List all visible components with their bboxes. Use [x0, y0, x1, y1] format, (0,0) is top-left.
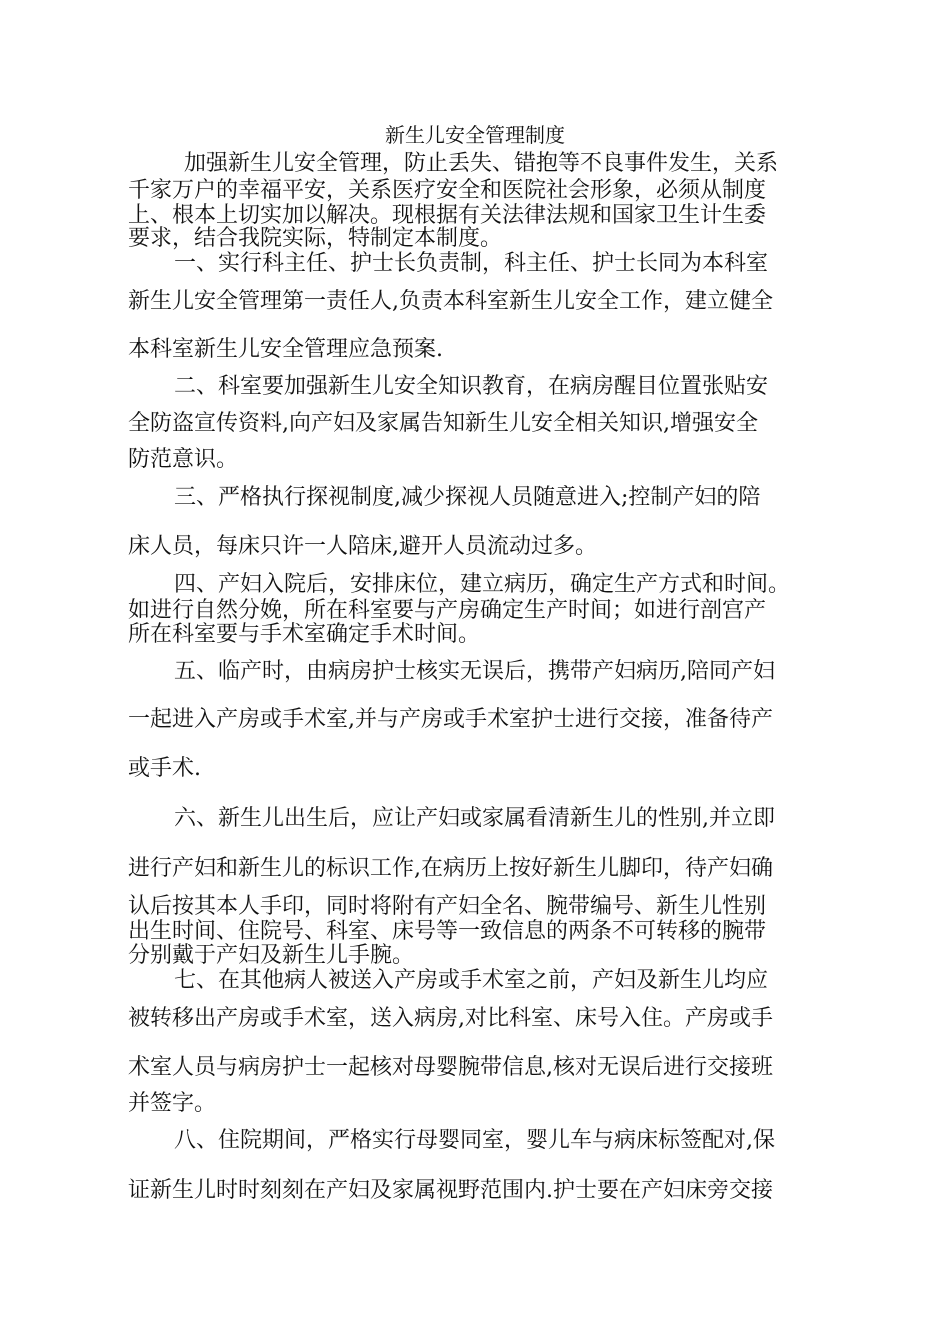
paragraph-line: 进行产妇和新生儿的标识工作,在病历上按好新生儿脚印，待产妇确	[128, 856, 773, 881]
paragraph-line: 四、产妇入院后，安排床位，建立病历，确定生产方式和时间。	[174, 572, 791, 597]
paragraph-line: 分别戴于产妇及新生儿手腕。	[128, 943, 415, 968]
paragraph-line: 一起进入产房或手术室,并与产房或手术室护士进行交接，准备待产	[128, 707, 773, 732]
paragraph-line: 并签字。	[128, 1091, 217, 1116]
paragraph-line: 被转移出产房或手术室，送入病房,对比科室、床号入住。产房或手	[128, 1006, 773, 1031]
paragraph-line: 一、实行科主任、护士长负责制，科主任、护士长同为本科室	[174, 251, 769, 276]
paragraph-line: 防范意识。	[128, 447, 239, 472]
paragraph-line: 所在科室要与手术室确定手术时间。	[128, 622, 481, 647]
paragraph-line: 六、新生儿出生后，应让产妇或家属看清新生儿的性别,并立即	[174, 806, 775, 831]
paragraph-line: 二、科室要加强新生儿安全知识教育，在病房醒目位置张贴安	[174, 374, 769, 399]
document-title: 新生儿安全管理制度	[385, 123, 565, 147]
paragraph-line: 千家万户的幸福平安，关系医疗安全和医院社会形象，必须从制度	[128, 178, 767, 203]
paragraph-line: 或手术.	[128, 756, 201, 781]
paragraph-line: 本科室新生儿安全管理应急预案.	[128, 337, 443, 362]
paragraph-line: 证新生儿时时刻刻在产妇及家属视野范围内.护士要在产妇床旁交接	[128, 1178, 773, 1203]
paragraph-line: 出生时间、住院号、科室、床号等一致信息的两条不可转移的腕带	[128, 919, 767, 944]
paragraph-line: 术室人员与病房护士一起核对母婴腕带信息,核对无误后进行交接班	[128, 1055, 773, 1080]
paragraph-line: 如进行自然分娩，所在科室要与产房确定生产时间；如进行剖宫产	[128, 598, 767, 623]
paragraph-line: 新生儿安全管理第一责任人,负责本科室新生儿安全工作，建立健全	[128, 289, 773, 314]
paragraph-line: 认后按其本人手印，同时将附有产妇全名、腕带编号、新生儿性别	[128, 894, 767, 919]
paragraph-line: 三、严格执行探视制度,减少探视人员随意进入;控制产妇的陪	[174, 485, 761, 510]
paragraph-line: 加强新生儿安全管理，防止丢失、错抱等不良事件发生，关系	[184, 151, 779, 176]
paragraph-line: 五、临产时，由病房护士核实无误后，携带产妇病历,陪同产妇	[174, 659, 775, 684]
paragraph-line: 上、根本上切实加以解决。现根据有关法律法规和国家卫生计生委	[128, 203, 767, 228]
paragraph-line: 床人员，每床只许一人陪床,避开人员流动过多。	[128, 534, 597, 559]
paragraph-line: 全防盗宣传资料,向产妇及家属告知新生儿安全相关知识,增强安全	[128, 411, 758, 436]
paragraph-line: 要求，结合我院实际，特制定本制度。	[128, 226, 503, 251]
paragraph-line: 七、在其他病人被送入产房或手术室之前，产妇及新生儿均应	[174, 968, 769, 993]
paragraph-line: 八、住院期间，严格实行母婴同室，婴儿车与病床标签配对,保	[174, 1128, 775, 1153]
